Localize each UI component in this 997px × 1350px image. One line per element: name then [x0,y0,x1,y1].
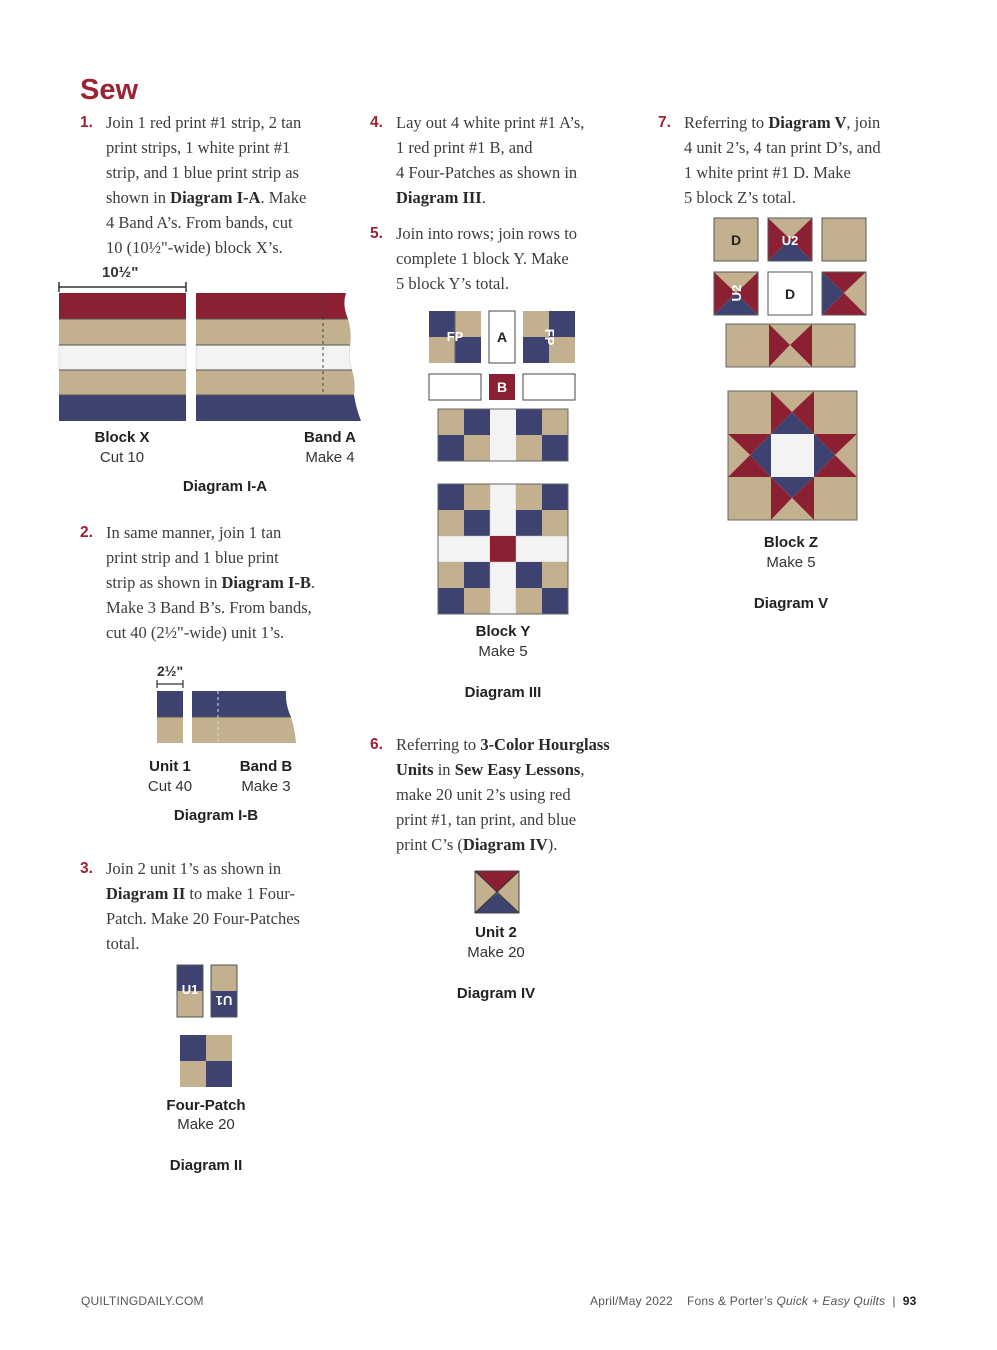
layout-u2-right [822,272,866,315]
diagram-iii [426,308,582,618]
step-line: 5 block Z’s total. [684,188,796,207]
step-line: 4 Four-Patches as shown in [396,163,578,182]
step-line: Join into rows; join rows to [396,224,578,243]
band-a [196,293,361,421]
layout-u2-top [768,218,812,261]
diagram-v-caption: Diagram V [753,595,829,612]
layout-d-tan [714,218,758,261]
step-7 [658,110,924,210]
step-line: complete 1 block Y. Make [396,249,569,268]
step-line: print strip and 1 blue print [106,548,279,567]
diagram-ib-caption: Diagram I-B [173,807,259,824]
diagram-v [710,212,872,524]
block-y [438,484,568,614]
unit-1-sub: Cut 40 [147,778,193,795]
step-line: print C’s (Diagram IV). [396,835,558,854]
b-label: B [496,379,508,395]
band-a-title: Band A [304,429,356,446]
d-label: D [730,232,742,248]
layout-fp-left [429,311,481,363]
step-line: Lay out 4 white print #1 A’s, [396,113,585,132]
diagram-ii-caption: Diagram II [169,1157,243,1174]
dimension-label: 2½" [157,663,184,679]
unit-1 [157,691,183,743]
layout-b-red [489,374,515,400]
band-b-title: Band B [239,758,293,775]
d-label: D [784,286,796,302]
step-number: 1. [80,114,93,131]
diagram-ib [154,678,304,748]
fp-label: FP [446,329,464,344]
layout-d-tan [822,218,866,261]
four-patch-title: Four-Patch [166,1097,246,1114]
step-6 [370,732,646,857]
unit-1-left [177,965,203,1017]
footer-magazine: Fons & Porter’s [686,1294,773,1308]
block-z-sub: Make 5 [766,554,816,571]
step-line: print #1, tan print, and blue [396,810,577,829]
step-line: 4 Band A’s. From bands, cut [106,213,293,232]
step-3 [80,856,346,956]
step-line: Make 3 Band B’s. From bands, [106,598,312,617]
step-line: Join 2 unit 1’s as shown in [106,859,282,878]
step-line: 4 unit 2’s, 4 tan print D’s, and [684,138,881,157]
unit-2-title: Unit 2 [475,924,517,941]
layout-fp-right [523,311,575,363]
footer-site: QUILTINGDAILY.COM [81,1294,204,1308]
step-1 [80,110,346,260]
block-z-title: Block Z [763,534,819,551]
step-line: shown in Diagram I-A. Make [106,188,307,207]
layout-d-white [768,272,812,315]
page-number: 93 [902,1294,917,1308]
diagram-iv-caption: Diagram IV [456,985,536,1002]
diagram-iv [472,868,522,916]
step-line: Referring to Diagram V, join [684,113,881,132]
u1-label: U1 [181,982,199,997]
u2-label-rotated: U2 [729,284,744,302]
layout-a-white [523,374,575,400]
footer-separator: | [892,1294,896,1308]
unit-2 [475,871,519,913]
layout-u2-left [714,272,758,315]
step-line: strip as shown in Diagram I-B. [106,573,315,592]
step-line: 5 block Y’s total. [396,274,510,293]
diagram-ii [174,962,240,1092]
step-line: make 20 unit 2’s using red [396,785,571,804]
step-line: total. [106,934,140,953]
step-line: 10 (10½"-wide) block X’s. [106,238,283,257]
dimension-label: 10½" [102,264,139,281]
band-b-sub: Make 3 [241,778,291,795]
step-5 [370,221,641,296]
step-line: cut 40 (2½"-wide) unit 1’s. [106,623,285,642]
step-number: 6. [370,736,383,753]
diagram-iii-caption: Diagram III [464,684,542,701]
step-line: 1 red print #1 B, and [396,138,533,157]
block-y-sub: Make 5 [478,643,528,660]
footer-magazine-italic: Quick + Easy Quilts [776,1294,886,1308]
block-x-sub: Cut 10 [99,449,145,466]
section-heading: Sew [80,74,139,106]
four-patch [180,1035,232,1087]
step-line: Units in Sew Easy Lessons, [396,760,585,779]
block-x-title: Block X [94,429,150,446]
step-number: 5. [370,225,383,242]
diagram-ia [56,280,366,425]
step-line: Diagram II to make 1 Four- [106,884,295,903]
step-line: Referring to 3-Color Hourglass [396,735,610,754]
layout-a-white [489,311,515,363]
block-x [59,293,186,421]
fp-label-rotated: FP [542,328,557,346]
step-line: print strips, 1 white print #1 [106,138,291,157]
step-line: Join 1 red print #1 strip, 2 tan [106,113,302,132]
joined-row [438,409,568,461]
joined-row [726,324,855,367]
step-number: 2. [80,524,93,541]
band-a-sub: Make 4 [305,449,355,466]
a-label: A [496,329,508,345]
u1-label-rotated: U1 [215,993,233,1008]
unit-1-title: Unit 1 [149,758,191,775]
step-number: 7. [658,114,671,131]
step-line: In same manner, join 1 tan [106,523,282,542]
step-number: 3. [80,860,93,877]
step-line: Diagram III. [396,188,486,207]
step-4 [370,110,641,210]
step-line: 1 white print #1 D. Make [684,163,851,182]
layout-a-white [429,374,481,400]
footer-credit [590,1294,917,1308]
step-number: 4. [370,114,383,131]
diagram-ia-caption: Diagram I-A [182,478,268,495]
step-line: Patch. Make 20 Four-Patches [106,909,300,928]
band-b [192,691,296,743]
four-patch-sub: Make 20 [177,1116,235,1133]
u2-label: U2 [781,233,799,248]
unit-2-sub: Make 20 [467,944,525,961]
block-y-title: Block Y [475,623,531,640]
step-line: strip, and 1 blue print strip as [106,163,299,182]
unit-1-right [211,965,237,1017]
block-z [728,391,857,520]
footer-issue: April/May 2022 [590,1294,673,1308]
step-2 [80,520,346,645]
